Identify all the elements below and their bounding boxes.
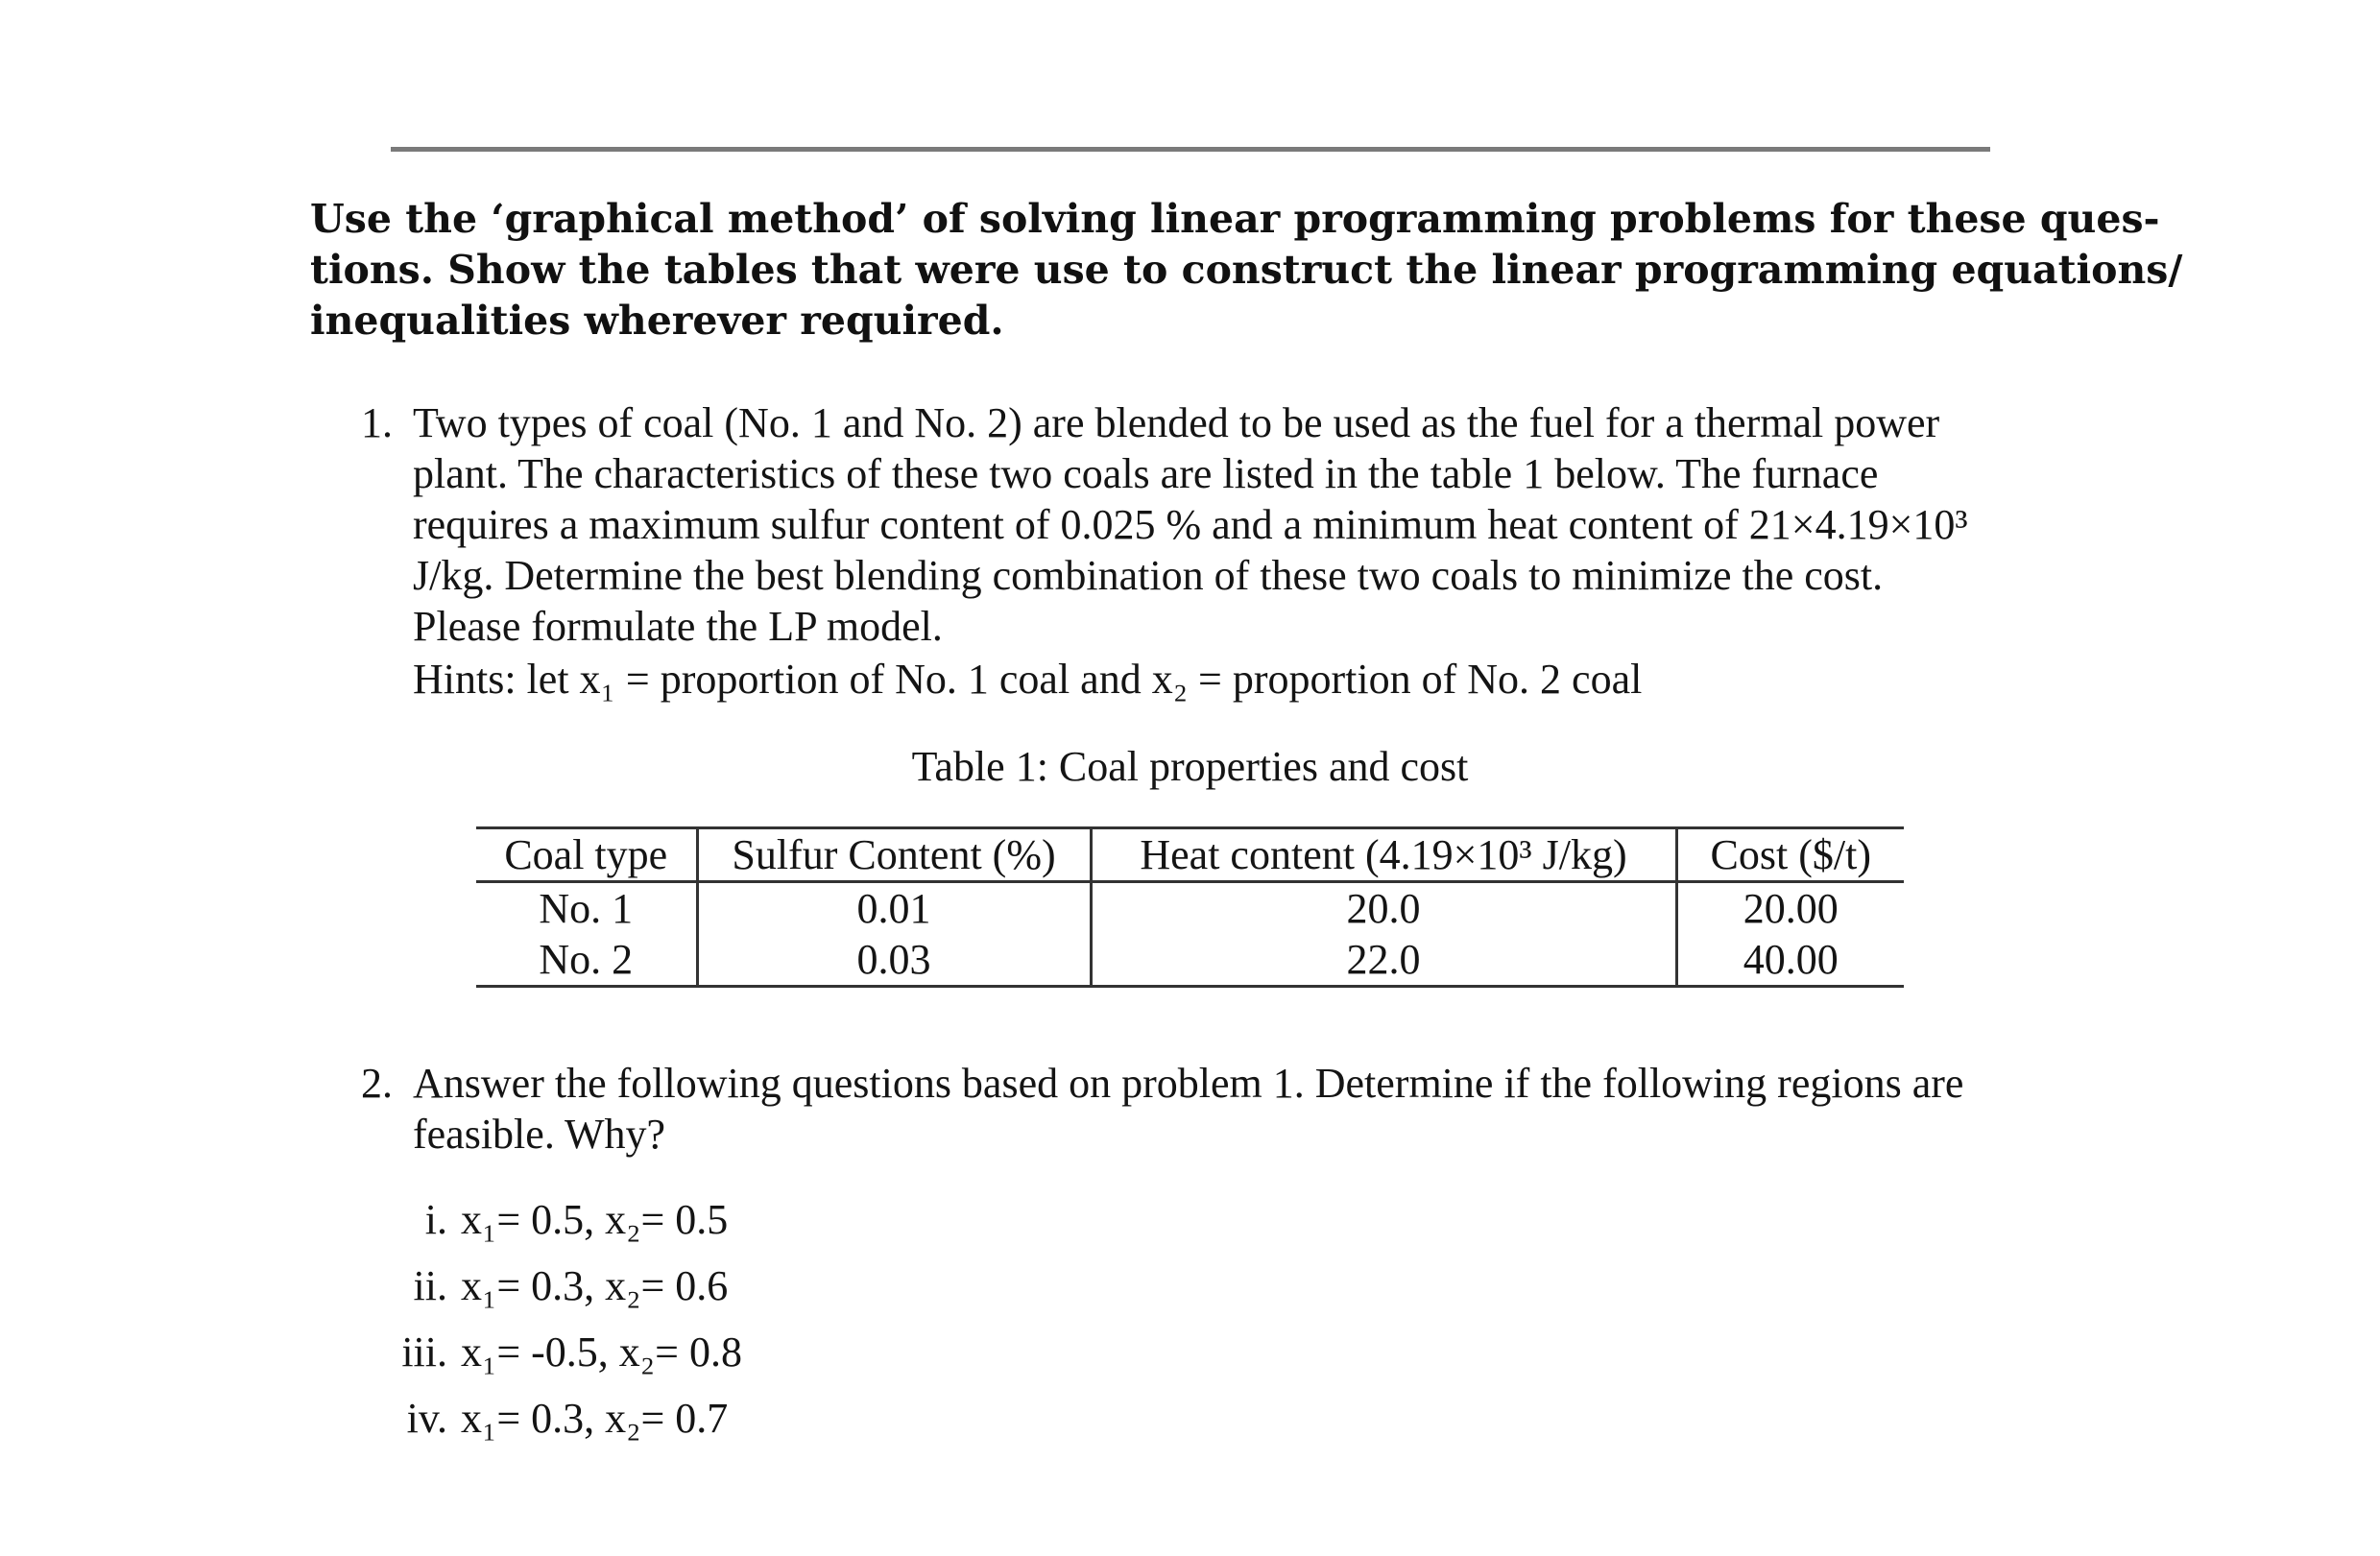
sub-question-item xyxy=(382,1194,728,1245)
sub-question-item xyxy=(382,1260,728,1311)
coal-properties-table xyxy=(476,826,1904,988)
instructions-paragraph xyxy=(310,194,2183,347)
table-cell: No. 1 xyxy=(476,882,697,935)
problem-1-hint: Hints: let x₁ = proportion of No. 1 coal and x₂ = proportion of No. 2 coal xyxy=(413,656,1643,703)
table-cell: No. 2 xyxy=(476,934,697,987)
table-row xyxy=(476,882,1904,935)
instructions-line: inequalities wherever required. xyxy=(310,298,1004,344)
sub-question-item xyxy=(382,1393,728,1444)
sub-question-text: x₁= -0.5, x₂= 0.8 xyxy=(461,1329,742,1376)
problem-2-line: Answer the following questions based on problem 1. Determine if the following regions are xyxy=(413,1060,1964,1107)
instructions-line: tions. Show the tables that were use to construct the linear programming equations/ xyxy=(310,247,2183,293)
table-cell: 20.00 xyxy=(1676,882,1904,935)
problem-2-line: feasible. Why? xyxy=(413,1111,666,1158)
header-rule xyxy=(391,147,1990,152)
table-row xyxy=(476,934,1904,987)
problem-1-line: Please formulate the LP model. xyxy=(413,603,943,650)
problem-1-line: J/kg. Determine the best blending combination of these two coals to minimize the cost. xyxy=(413,552,1884,599)
problem-1-line: requires a maximum sulfur content of 0.025 % and a minimum heat content of 21×4.19×10³ xyxy=(413,501,1968,548)
column-header: Heat content (4.19×10³ J/kg) xyxy=(1091,828,1676,882)
sub-question-text: x₁= 0.5, x₂= 0.5 xyxy=(461,1196,729,1243)
problem-1-line: plant. The characteristics of these two coals are listed in the table 1 below. The furnace xyxy=(413,450,1879,497)
column-header: Cost ($/t) xyxy=(1676,828,1904,882)
instructions-line: Use the ‘graphical method’ of solving linear programming problems for these ques- xyxy=(310,196,2160,242)
sub-question-text: x₁= 0.3, x₂= 0.7 xyxy=(461,1395,729,1442)
table-cell: 0.03 xyxy=(697,934,1091,987)
column-header: Sulfur Content (%) xyxy=(697,828,1091,882)
sub-question-text: x₁= 0.3, x₂= 0.6 xyxy=(461,1262,729,1309)
table-cell: 0.01 xyxy=(697,882,1091,935)
sub-question-item xyxy=(382,1327,742,1377)
problem-1-number: 1. xyxy=(361,399,393,446)
table-header-row xyxy=(476,828,1904,882)
sub-question-label: iii. xyxy=(401,1329,447,1376)
column-header: Coal type xyxy=(476,828,697,882)
sub-question-label: ii. xyxy=(413,1262,447,1309)
table-cell: 22.0 xyxy=(1091,934,1676,987)
table-caption: Table 1: Coal properties and cost xyxy=(911,743,1469,790)
table-cell: 40.00 xyxy=(1676,934,1904,987)
problem-2-number: 2. xyxy=(361,1060,393,1107)
sub-question-label: i. xyxy=(424,1196,447,1243)
problem-1-line: Two types of coal (No. 1 and No. 2) are blended to be used as the fuel for a thermal power xyxy=(413,399,1940,446)
table-cell: 20.0 xyxy=(1091,882,1676,935)
sub-question-label: iv. xyxy=(406,1395,447,1442)
